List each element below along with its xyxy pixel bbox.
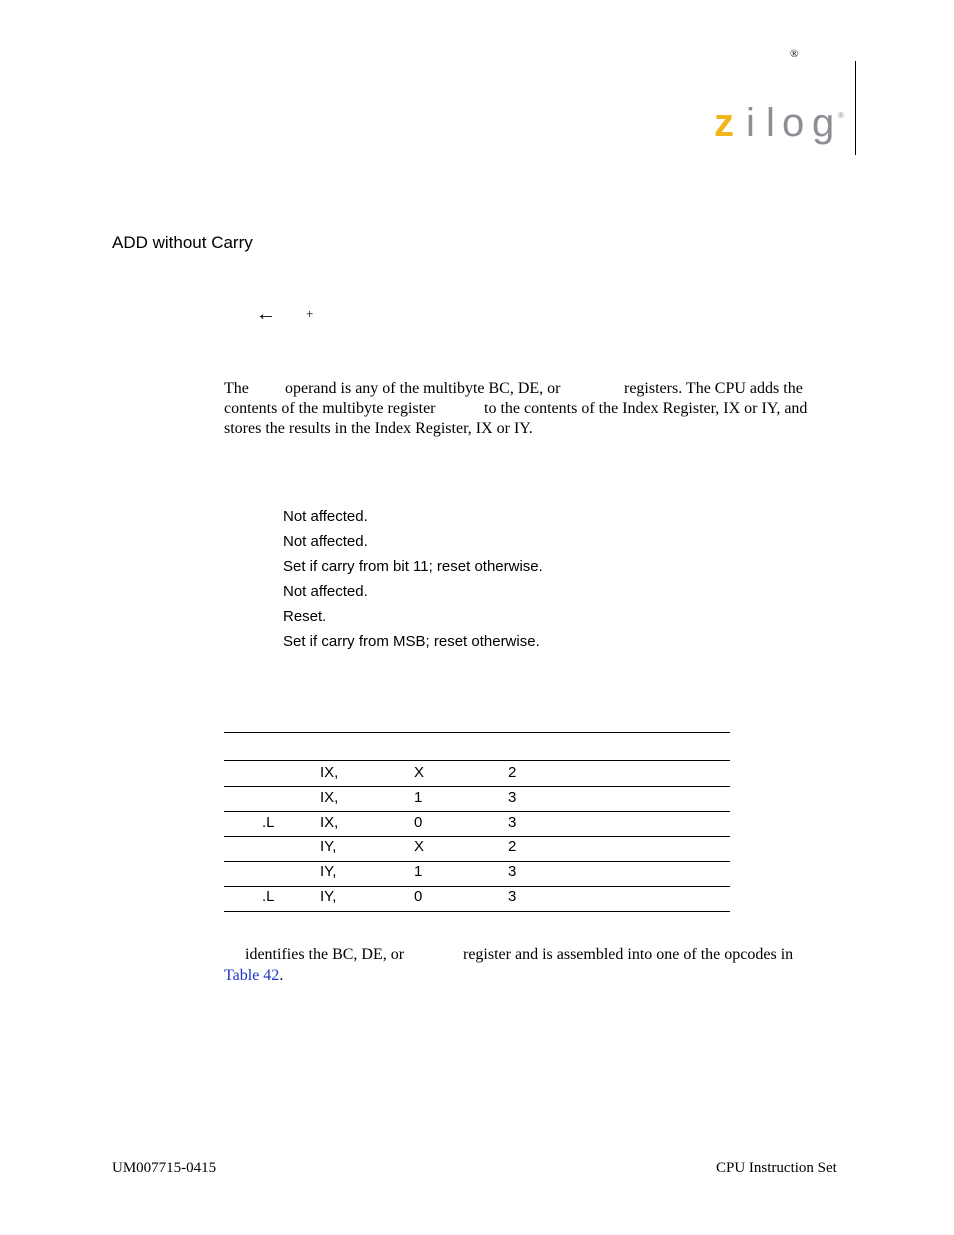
note-text: identifies the BC, DE, or: [245, 946, 405, 963]
table-row-rule: [224, 811, 730, 812]
table-cell-adl: 1: [414, 863, 423, 880]
note-line: [224, 944, 844, 965]
logo-letter-i: i: [746, 106, 755, 145]
description-text: operand is any of the multibyte BC, DE, or: [285, 380, 561, 397]
flag-description: Not affected.: [283, 583, 368, 600]
operation-plus: +: [306, 306, 314, 321]
note-period: .: [279, 967, 284, 984]
header-vertical-rule: [855, 61, 856, 155]
flag-description: Not affected.: [283, 533, 368, 550]
description-text: to the contents of the Index Register, IX or IY, and: [484, 400, 808, 417]
flag-description: Set if carry from MSB; reset otherwise.: [283, 633, 540, 650]
table-header-rule: [224, 760, 730, 761]
description-text: registers. The CPU adds the: [624, 380, 803, 397]
logo-registered-mark: ®: [838, 111, 844, 120]
registered-mark: ®: [790, 48, 799, 60]
table-cell-operand: IX,: [320, 814, 339, 831]
footer-document-id: UM007715-0415: [112, 1160, 217, 1176]
logo-letter-l: l: [766, 106, 775, 145]
operation-arrow: ←: [256, 303, 276, 325]
description-text: The: [224, 380, 249, 397]
table-cell-adl: X: [414, 838, 425, 855]
note-text: register and is assembled into one of the opcodes in: [463, 946, 794, 963]
table-cell-operand: IX,: [320, 764, 339, 781]
flag-description: Not affected.: [283, 508, 368, 525]
table-cell-cycles: 3: [508, 814, 517, 831]
table-cell-adl: 0: [414, 814, 423, 831]
logo-letter-o: o: [782, 106, 805, 145]
table-cell-cycles: 3: [508, 888, 517, 905]
section-title: ADD without Carry: [112, 233, 253, 252]
table-row-rule: [224, 886, 730, 887]
flag-description: Set if carry from bit 11; reset otherwise.: [283, 558, 543, 575]
table-bottom-rule: [224, 911, 730, 912]
note-line: [224, 965, 844, 986]
table-cell-cycles: 2: [508, 764, 517, 781]
table-cell-operand: IY,: [320, 838, 337, 855]
zilog-logo: [714, 106, 846, 158]
table-cell-cycles: 2: [508, 838, 517, 855]
table-cell-adl: X: [414, 764, 425, 781]
logo-letter-g: g: [812, 106, 835, 145]
table-cell-operand: IY,: [320, 863, 337, 880]
table-cell-adl: 0: [414, 888, 423, 905]
table-cell-suffix: .L: [262, 888, 275, 905]
description-text: contents of the multibyte register: [224, 400, 436, 417]
table-cell-operand: IY,: [320, 888, 337, 905]
table-top-rule: [224, 732, 730, 733]
table-cell-adl: 1: [414, 789, 423, 806]
footer-section-name: CPU Instruction Set: [716, 1160, 837, 1176]
table-row-rule: [224, 836, 730, 837]
table-row-rule: [224, 861, 730, 862]
flag-description: Reset.: [283, 608, 327, 625]
table-note: [224, 944, 844, 986]
table-cell-operand: IX,: [320, 789, 339, 806]
table-cell-cycles: 3: [508, 863, 517, 880]
logo-letter-z: z: [714, 106, 734, 145]
table-row-rule: [224, 786, 730, 787]
description-text: stores the results in the Index Register, IX or IY.: [224, 420, 533, 437]
table-42-link[interactable]: Table 42: [224, 967, 280, 984]
table-cell-suffix: .L: [262, 814, 275, 831]
table-cell-cycles: 3: [508, 789, 517, 806]
